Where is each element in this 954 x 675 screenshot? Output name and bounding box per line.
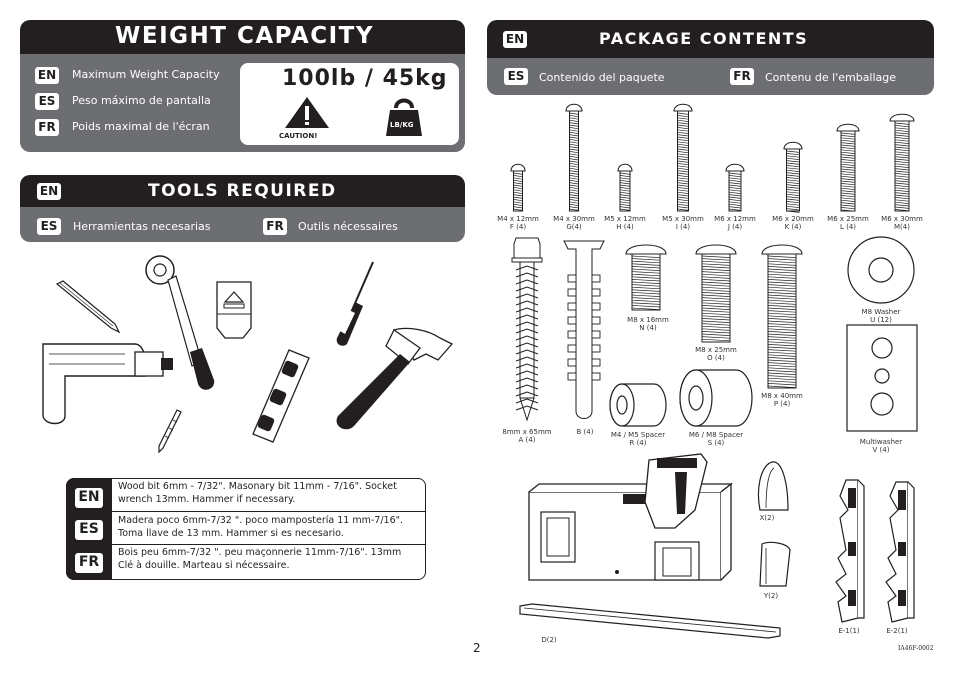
- multiwasher-code: V (4): [872, 446, 890, 454]
- tools-fr-badge: FR: [263, 218, 287, 235]
- m8-40-bolt-icon: [760, 242, 804, 390]
- m8-40-code: P (4): [773, 400, 791, 408]
- multiwasher-label: [850, 438, 912, 454]
- tools-header: [20, 175, 465, 207]
- spacer-r-size: M4 / M5 Spacer: [610, 431, 666, 439]
- weight-fr-badge: FR: [35, 119, 59, 136]
- screw-code: J (4): [727, 223, 743, 231]
- screw-k-icon: [783, 140, 803, 214]
- lag-bolt-label: [497, 428, 557, 444]
- screw-size: M6 x 25mm: [827, 215, 869, 223]
- weight-value: 100lb / 45kg: [282, 66, 448, 91]
- m8-16-label: [620, 316, 676, 332]
- washer-size: M8 Washer: [861, 308, 901, 316]
- rail-icon: [518, 602, 783, 652]
- notes-en-badge: EN: [75, 488, 103, 508]
- screw-size: M6 x 12mm: [714, 215, 756, 223]
- page-number: 2: [473, 641, 481, 655]
- screw-code: G(4): [566, 223, 582, 231]
- package-title: PACKAGE CONTENTS: [599, 29, 809, 48]
- notes-fr-text: Bois peu 6mm-7/32 ". peu maçonnerie 11mm-7/16". 13mm Clé à douille. Marteau si nécessaire.: [118, 547, 402, 571]
- hammer-icon: [328, 326, 456, 438]
- stud-finder-icon: [213, 278, 255, 342]
- bracket-e1-label: E-1(1): [838, 627, 860, 635]
- spacer-s-code: S (4): [707, 439, 725, 447]
- lag-bolt-size: 8mm x 65mm: [502, 428, 552, 436]
- m8-40-size: M8 x 40mm: [761, 392, 803, 400]
- notes-es-text: Madera poco 6mm-7/32 ". poco mampostería 11 mm-7/16". Toma llave de 13 mm. Hammer si es necesario.: [118, 515, 404, 539]
- m8-16-size: M8 x 16mm: [627, 316, 669, 324]
- screw-size: M4 x 12mm: [497, 215, 539, 223]
- screw-code: K (4): [784, 223, 802, 231]
- spacer-r-icon: [608, 382, 668, 428]
- screw-code: L (4): [839, 223, 857, 231]
- screw-code: H (4): [616, 223, 634, 231]
- screw-h-icon: [617, 162, 633, 214]
- screw-code: I (4): [675, 223, 691, 231]
- weight-kettlebell-icon: [384, 96, 424, 138]
- cap-y-icon: [758, 540, 792, 590]
- screw-size: M6 x 30mm: [881, 215, 923, 223]
- notes-fr-badge: FR: [75, 553, 103, 573]
- cap-x-label: X(2): [759, 514, 775, 522]
- screw-m-label: [876, 215, 928, 231]
- rail-label: D(2): [541, 636, 557, 644]
- spacer-s-icon: [678, 368, 754, 428]
- m8-16-bolt-icon: [624, 242, 668, 314]
- notes-en-text: Wood bit 6mm - 7/32". Masonary bit 11mm - 7/16". Socket wrench 13mm. Hammer if necessary.: [118, 481, 397, 505]
- package-en-badge: EN: [503, 31, 527, 48]
- power-drill-icon: [35, 338, 175, 430]
- washer-label: [850, 308, 912, 324]
- level-icon: [245, 346, 315, 446]
- screw-size: M4 x 30mm: [553, 215, 595, 223]
- screw-g-label: [548, 215, 600, 231]
- spacer-s-size: M6 / M8 Spacer: [688, 431, 744, 439]
- screw-k-label: [767, 215, 819, 231]
- screw-l-label: [822, 215, 874, 231]
- lag-bolt-code: A (4): [518, 436, 536, 444]
- screw-g-icon: [565, 102, 583, 214]
- package-es-text: Contenido del paquete: [539, 71, 665, 84]
- tools-notes-divider-2: [112, 544, 426, 545]
- screw-j-label: [709, 215, 761, 231]
- package-fr-text: Contenu de l'emballage: [765, 71, 897, 84]
- multiwasher-icon: [846, 324, 918, 432]
- anchor-label: [568, 428, 602, 436]
- washer-code: U (12): [870, 316, 892, 324]
- package-header: [487, 20, 934, 58]
- tools-es-text: Herramientas necesarias: [73, 220, 211, 233]
- weight-capacity-title: WEIGHT CAPACITY: [115, 23, 374, 49]
- m8-25-code: O (4): [707, 354, 725, 362]
- screw-j-icon: [725, 162, 745, 214]
- weight-fr-text: Poids maximal de l'écran: [72, 120, 210, 133]
- wall-plate-icon: [525, 452, 740, 592]
- tools-fr-text: Outils nécessaires: [298, 220, 398, 233]
- spacer-r-label: [604, 431, 672, 447]
- m8-25-bolt-icon: [694, 242, 738, 344]
- screw-f-icon: [510, 162, 526, 214]
- screw-f-label: [492, 215, 544, 231]
- screw-size: M5 x 30mm: [662, 215, 704, 223]
- weight-en-badge: EN: [35, 67, 59, 84]
- lag-bolt-icon: [512, 238, 542, 422]
- cap-x-icon: [754, 460, 790, 512]
- tools-en-badge: EN: [37, 183, 61, 200]
- screw-code: F (4): [509, 223, 527, 231]
- tools-title: TOOLS REQUIRED: [148, 181, 337, 201]
- multiwasher-size: Multiwasher: [859, 438, 903, 446]
- bracket-e2-icon: [878, 480, 918, 624]
- weight-en-text: Maximum Weight Capacity: [72, 68, 220, 81]
- anchor-code: B (4): [576, 428, 594, 436]
- pencil-icon: [55, 280, 125, 335]
- weight-unit-label: LB/KG: [390, 121, 414, 129]
- screw-m-icon: [889, 112, 915, 214]
- weight-es-text: Peso máximo de pantalla: [72, 94, 211, 107]
- tools-es-badge: ES: [37, 218, 61, 235]
- caution-label: CAUTION!: [279, 132, 318, 140]
- screw-size: M6 x 20mm: [772, 215, 814, 223]
- tools-notes-divider-1: [112, 511, 426, 512]
- drill-bit-icon: [155, 408, 183, 454]
- weight-es-badge: ES: [35, 93, 59, 110]
- bracket-e2-label: E-2(1): [886, 627, 908, 635]
- m8-16-code: N (4): [639, 324, 657, 332]
- cap-y-label: Y(2): [763, 592, 779, 600]
- caution-triangle-icon: [282, 96, 332, 132]
- spacer-s-label: [682, 431, 750, 447]
- doc-code: IA46F-0002: [898, 645, 934, 652]
- spacer-r-code: R (4): [629, 439, 647, 447]
- package-es-badge: ES: [504, 68, 528, 85]
- m8-25-size: M8 x 25mm: [695, 346, 737, 354]
- m8-washer-icon: [846, 235, 916, 305]
- screw-l-icon: [836, 122, 860, 214]
- package-fr-badge: FR: [730, 68, 754, 85]
- weight-capacity-header: [20, 20, 465, 54]
- screw-i-label: [657, 215, 709, 231]
- screw-size: M5 x 12mm: [604, 215, 646, 223]
- screw-code: M(4): [894, 223, 910, 231]
- screw-h-label: [599, 215, 651, 231]
- wall-anchor-icon: [560, 235, 608, 425]
- m8-25-label: [688, 346, 744, 362]
- bracket-e1-icon: [828, 478, 868, 624]
- notes-es-badge: ES: [75, 520, 103, 540]
- m8-40-label: [754, 392, 810, 408]
- screw-i-icon: [673, 102, 693, 214]
